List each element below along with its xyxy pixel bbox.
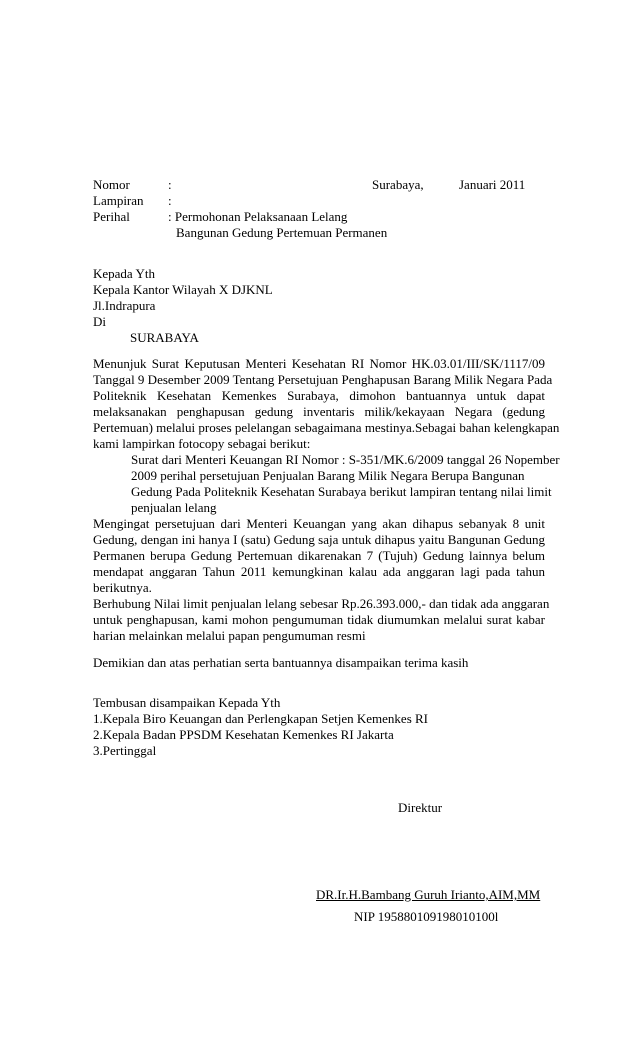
cc-item: 2.Kepala Badan PPSDM Kesehatan Kemenkes RI Jakarta (93, 727, 394, 742)
paragraph-line: mendapat anggaran Tahun 2011 kemungkinan kalau ada anggaran lagi pada tahun (93, 564, 545, 579)
paragraph-line: Berhubung Nilai limit penjualan lelang sebesar Rp.26.393.000,- dan tidak ada anggaran (93, 596, 550, 611)
paragraph-line: untuk penghapusan, kami mohon pengumuman tidak diumumkan melalui surat kabar (93, 612, 545, 627)
cc-item: 3.Pertinggal (93, 743, 157, 758)
signature-name: DR.Ir.H.Bambang Guruh Irianto,AIM,MM (316, 887, 541, 902)
recipient-city: SURABAYA (130, 330, 199, 345)
perihal-label: Perihal (93, 209, 130, 224)
recipient-line: Kepada Yth (93, 266, 155, 281)
paragraph-line: melaksanakan penghapusan gedung inventaris milik/kekayaan Negara (gedung (93, 404, 545, 419)
paragraph-line: Pertemuan) melalui proses pelelangan sebagaimana mestinya.Sebagai bahan kelengkapan (93, 420, 560, 435)
recipient-line: Kepala Kantor Wilayah X DJKNL (93, 282, 273, 297)
cc-title: Tembusan disampaikan Kepada Yth (93, 695, 281, 710)
signature-position: Direktur (398, 800, 443, 815)
perihal-text-line2: Bangunan Gedung Pertemuan Permanen (176, 225, 388, 240)
nomor-colon: : (168, 177, 172, 192)
lampiran-label: Lampiran (93, 193, 144, 208)
attachment-line: Surat dari Menteri Keuangan RI Nomor : S-351/MK.6/2009 tanggal 26 Nopember (131, 452, 560, 467)
date-label: Januari 2011 (459, 177, 526, 192)
paragraph-line: Permanen berupa Gedung Pertemuan dikarenakan 7 (Tujuh) Gedung lainnya belum (93, 548, 545, 563)
recipient-line: Jl.Indrapura (93, 298, 156, 313)
cc-item: 1.Kepala Biro Keuangan dan Perlengkapan Setjen Kemenkes RI (93, 711, 429, 726)
paragraph-line: Tanggal 9 Desember 2009 Tentang Persetujuan Penghapusan Barang Milik Negara Pada (93, 372, 553, 387)
perihal-text-line1: : Permohonan Pelaksanaan Lelang (168, 209, 348, 224)
paragraph-line: harian melainkan melalui papan pengumuman resmi (93, 628, 366, 643)
place-label: Surabaya, (372, 177, 424, 192)
attachment-line: 2009 perihal persetujuan Penjualan Barang Milik Negara Berupa Bangunan (131, 468, 525, 483)
lampiran-colon: : (168, 193, 172, 208)
paragraph-line: Menunjuk Surat Keputusan Menteri Kesehatan RI Nomor HK.03.01/III/SK/1117/09 (93, 356, 545, 371)
recipient-line: Di (93, 314, 106, 329)
paragraph-line: berikutnya. (93, 580, 152, 595)
paragraph-line: Mengingat persetujuan dari Menteri Keuangan yang akan dihapus sebanyak 8 unit (93, 516, 545, 531)
attachment-line: penjualan lelang (131, 500, 217, 515)
closing-line: Demikian dan atas perhatian serta bantuannya disampaikan terima kasih (93, 655, 469, 670)
signature-nip: NIP 195880109198010100l (354, 909, 499, 924)
paragraph-line: Politeknik Kesehatan Kemenkes Surabaya, dimohon bantuannya untuk dapat (93, 388, 545, 403)
paragraph-line: kami lampirkan fotocopy sebagai berikut: (93, 436, 311, 451)
nomor-label: Nomor (93, 177, 130, 192)
attachment-line: Gedung Pada Politeknik Kesehatan Surabaya berikut lampiran tentang nilai limit (131, 484, 552, 499)
paragraph-line: Gedung, dengan ini hanya I (satu) Gedung saja untuk dihapus yaitu Bangunan Gedung (93, 532, 545, 547)
